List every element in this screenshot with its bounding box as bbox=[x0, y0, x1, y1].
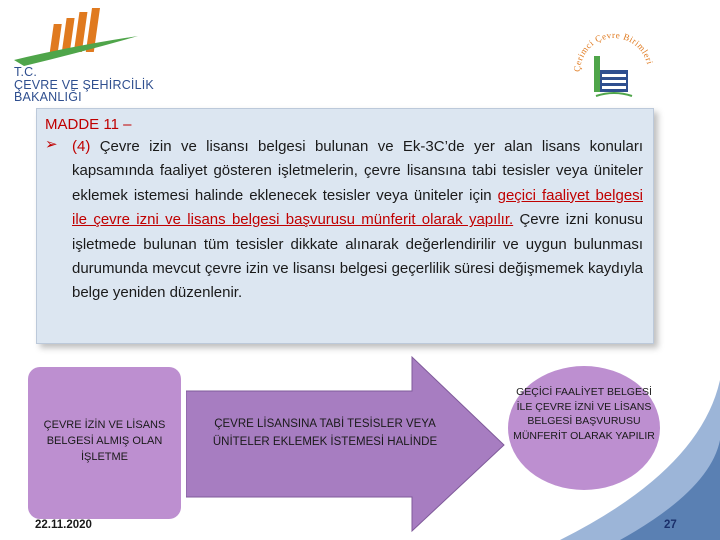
madde-number: (4) bbox=[72, 138, 91, 155]
madde-paragraph bbox=[72, 135, 643, 306]
madde-title: MADDE 11 – bbox=[45, 116, 132, 133]
logo-line-tc: T.C. bbox=[14, 65, 38, 79]
madde-text-part1: Çevre izin ve lisansı belgesi bulunan ve Ek-3C’de yer alan lisans konuları kapsamında faaliyet gösteren işletmelerin, çevre lisansına tabi tesisler veya üniteler eklemek istemesi halinde eklenecek tesisler veya üniteler için bbox=[72, 138, 643, 204]
madde-panel bbox=[36, 108, 654, 344]
environment-unit-logo-icon bbox=[566, 20, 662, 116]
flow-box-operator bbox=[28, 367, 181, 519]
page-number: 27 bbox=[664, 519, 677, 531]
svg-text:Çerimci Çevre Birimleri bbox=[572, 30, 655, 72]
flow-box-operator-text: ÇEVRE İZİN VE LİSANS BELGESİ ALMIŞ OLAN İŞLETME bbox=[43, 419, 166, 463]
ministry-logo-text bbox=[14, 66, 154, 104]
madde-highlight: geçici faaliyet belgesi ile çevre izni ve lisans belgesi başvurusu münferit olarak yapılır. bbox=[72, 186, 643, 229]
flow-result-text: GEÇİCİ FAALİYET BELGESİ İLE ÇEVRE İZNİ VE LİSANS BELGESİ BAŞVURUSU MÜNFERİT OLARAK YAPILIR bbox=[513, 386, 655, 442]
logo-arc-text: Çerimci Çevre Birimleri bbox=[571, 29, 656, 73]
flow-arrow-text: ÇEVRE LİSANSINA TABİ TESİSLER VEYA ÜNİTELER EKLEMEK İSTEMESİ HALİNDE bbox=[212, 418, 438, 448]
arrow-bullet-icon: ➢ bbox=[45, 136, 58, 153]
logo-line-ministry: BAKANLIĞI bbox=[14, 90, 82, 104]
footer-date: 22.11.2020 bbox=[35, 519, 92, 531]
madde-text-part2: Çevre izni konusu işletmede bulunan tüm tesisler dikkate alınarak değerlendirilir ve uygun bulunması durumunda mevcut çevre izin ve lisansı belgesi geçerlilik süresi değişmemek kaydıyla belge yeniden düzenlenir. bbox=[72, 211, 643, 302]
logo-line-name: ÇEVRE VE ŞEHİRCİLİK bbox=[14, 77, 154, 92]
